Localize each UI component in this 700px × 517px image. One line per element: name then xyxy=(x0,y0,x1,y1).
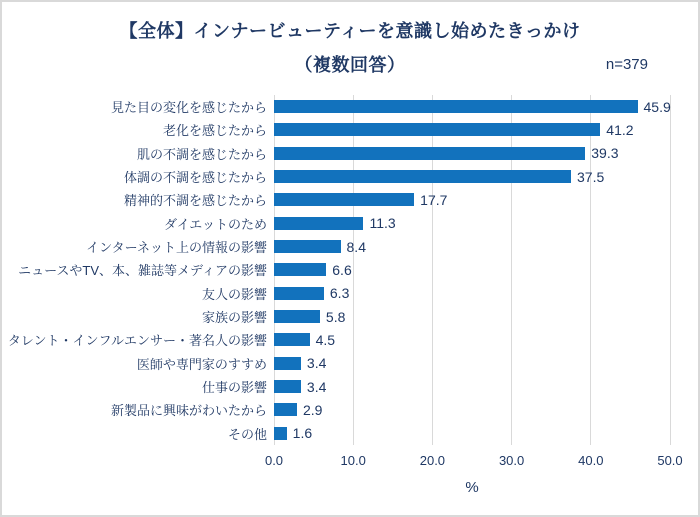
bar xyxy=(274,380,301,393)
bar-row xyxy=(274,235,670,258)
x-tick-label: 30.0 xyxy=(498,453,525,468)
value-label: 45.9 xyxy=(643,98,671,115)
bar-row xyxy=(274,258,670,281)
category-label: 肌の不調を感じたから xyxy=(136,146,267,162)
category-label: 体調の不調を感じたから xyxy=(123,170,267,186)
value-label: 3.4 xyxy=(306,355,327,372)
category-label: その他 xyxy=(227,426,267,442)
bar-row xyxy=(274,352,670,375)
category-label: 精神的不調を感じたから xyxy=(123,193,267,209)
x-tick-label: 10.0 xyxy=(340,453,366,468)
value-label: 39.3 xyxy=(591,145,619,162)
bar xyxy=(274,240,341,253)
x-tick-label: 40.0 xyxy=(578,453,604,468)
category-label: 医師や専門家のすすめ xyxy=(136,356,267,372)
bar-row xyxy=(274,305,670,328)
category-label: 新製品に興味がわいたから xyxy=(110,403,267,419)
bar-row xyxy=(274,328,670,351)
bar-row xyxy=(274,422,670,445)
bar xyxy=(274,217,363,230)
bar-row xyxy=(274,375,670,398)
bar xyxy=(274,147,585,160)
chart-title-line2: （複数回答） xyxy=(294,55,406,75)
bar xyxy=(274,287,324,300)
bar xyxy=(274,100,638,113)
bar xyxy=(274,333,310,346)
bar xyxy=(274,170,571,183)
category-label: 仕事の影響 xyxy=(201,380,267,396)
category-label: ダイエットのため xyxy=(164,216,267,232)
value-label: 17.7 xyxy=(420,191,448,208)
x-tick-label: 20.0 xyxy=(419,453,446,468)
sample-size-label: n=379 xyxy=(605,56,648,73)
bar xyxy=(274,427,287,440)
x-axis xyxy=(264,453,683,469)
category-label: インターネット上の情報の影響 xyxy=(86,240,267,256)
bar-row xyxy=(274,398,670,421)
bar-row xyxy=(274,165,670,188)
bar xyxy=(274,310,320,323)
value-label: 4.5 xyxy=(315,331,336,348)
category-label: 友人の影響 xyxy=(201,286,267,302)
bar xyxy=(274,357,301,370)
value-label: 6.3 xyxy=(329,285,350,302)
category-label: 老化を感じたから xyxy=(162,123,267,139)
chart-title-line1: 【全体】インナービューティーを意識し始めたきっかけ xyxy=(119,21,581,41)
value-label: 37.5 xyxy=(577,168,605,185)
category-label: 家族の影響 xyxy=(201,310,267,326)
x-axis-title: % xyxy=(465,479,479,496)
value-label: 6.6 xyxy=(332,261,352,278)
value-label: 3.4 xyxy=(306,378,327,395)
bar-row xyxy=(274,95,670,118)
bar-row xyxy=(274,188,670,211)
category-label: タレント・インフルエンサー・著名人の影響 xyxy=(7,333,267,349)
bar xyxy=(274,403,297,416)
bar-row xyxy=(274,282,670,305)
plot-area xyxy=(274,95,670,445)
value-label: 1.6 xyxy=(292,425,313,442)
x-tick-label: 50.0 xyxy=(657,453,683,468)
category-axis xyxy=(8,95,267,445)
bar xyxy=(274,193,414,206)
category-label: 見た目の変化を感じたから xyxy=(110,100,267,116)
bar-rows xyxy=(274,95,670,445)
bar xyxy=(274,123,600,136)
bar xyxy=(274,263,326,276)
value-label: 5.8 xyxy=(325,308,346,325)
value-label: 41.2 xyxy=(606,121,634,138)
bar-row xyxy=(274,118,670,141)
value-label: 2.9 xyxy=(302,401,323,418)
value-label: 8.4 xyxy=(346,238,366,255)
bar-row xyxy=(274,212,670,235)
x-tick-label: 0.0 xyxy=(264,453,284,468)
value-label: 11.3 xyxy=(369,215,396,232)
bar-row xyxy=(274,142,670,165)
category-label: ニュースやTV、本、雑誌等メディアの影響 xyxy=(18,263,267,279)
